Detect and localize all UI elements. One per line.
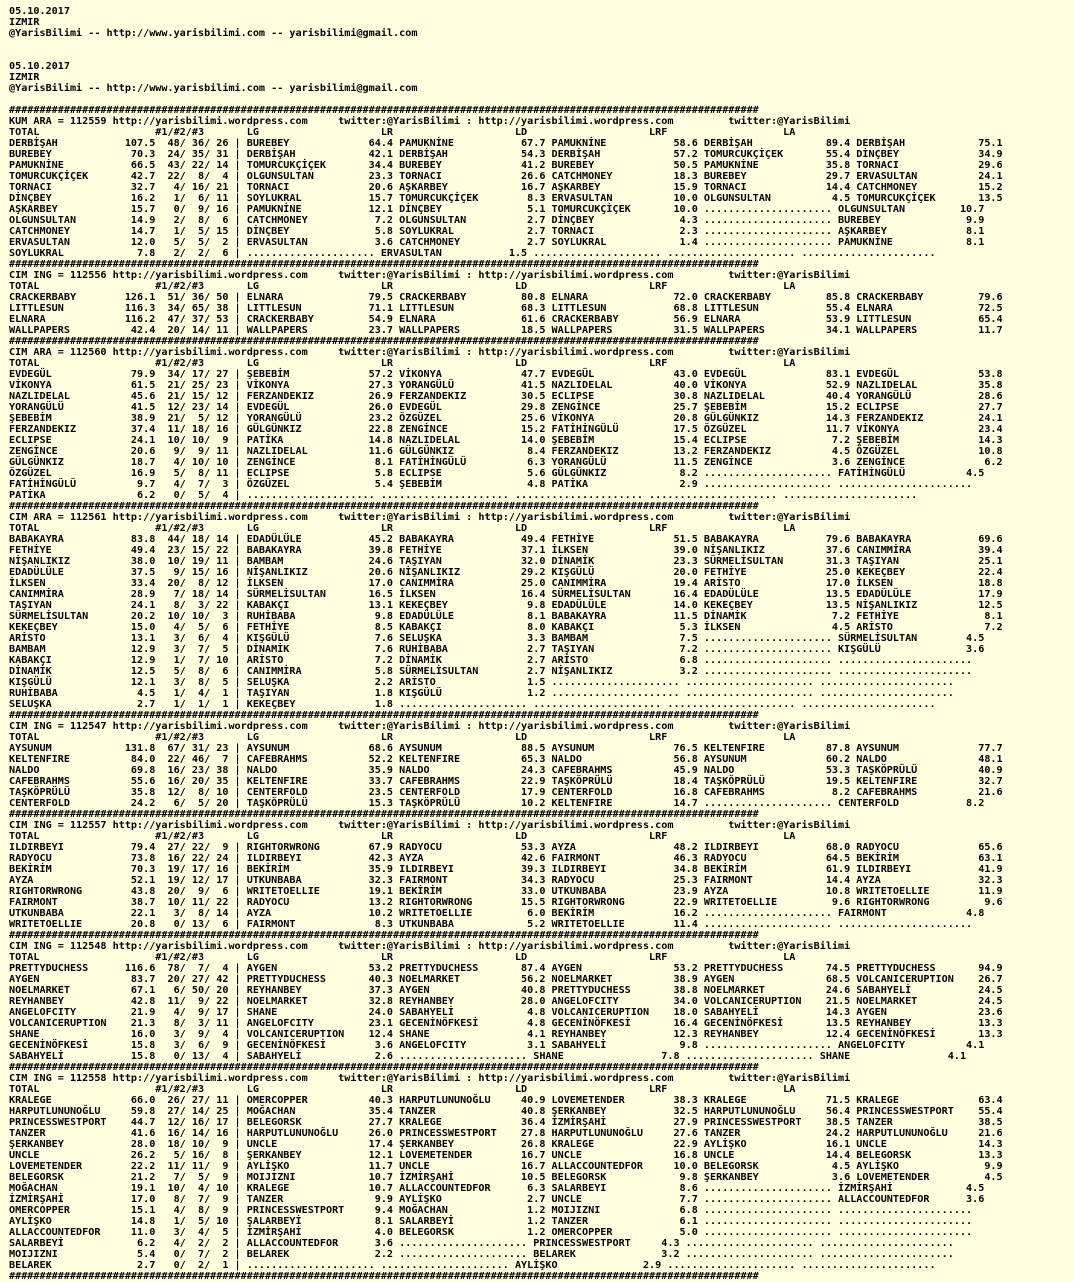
- table-row: MOĞACHAN 19.1 10/ 4/ 10 | KRALEGE 10.7 ALLACCOUNTEDFOR 6.3 SALARBEYI 8.6 ..................... İZMİRŞAHİ 4.5: [9, 1183, 985, 1194]
- table-row: FETHİYE 49.4 23/ 15/ 22 | BABAKAYRA 39.8 FETHİYE 37.1 İLKSEN 39.0 NİŞANLIKIZ 37.6 CANIMMİRA 39.4: [9, 545, 1003, 556]
- table-row: WRITETOELLIE 20.8 0/ 13/ 6 | FAIRMONT 8.3 UTKUNBABA 5.2 WRITETOELLIE 11.4 ..................... ......................: [9, 919, 973, 930]
- table-row: FAIRMONT 38.7 10/ 11/ 22 | RADYOCU 13.2 RIGHTORWRONG 15.5 RIGHTORWRONG 22.9 WRITETOELLIE 9.6 RIGHTORWRONG 9.6: [9, 897, 1003, 908]
- table-row: NOELMARKET 67.1 6/ 50/ 20 | REYHANBEY 37.3 AYGEN 40.8 PRETTYDUCHESS 38.8 NOELMARKET 24.6 SABAHYELİ 24.5: [9, 985, 1003, 996]
- table-row: AYSUNUM 131.8 67/ 31/ 23 | AYSUNUM 68.6 AYSUNUM 88.5 AYSUNUM 76.5 KELTENFIRE 87.8 AYSUNUM 77.7: [9, 743, 1003, 754]
- column-header: TOTAL #1/#2/#3 LG LR LD LRF LA: [9, 952, 796, 963]
- table-row: UTKUNBABA 22.1 3/ 8/ 14 | AYZA 10.2 WRITETOELLIE 6.0 BEKİRİM 16.2 ..................... FAIRMONT 4.8: [9, 908, 985, 919]
- table-row: ELNARA 116.2 47/ 37/ 53 | CRACKERBABY 54.9 ELNARA 61.6 CRACKERBABY 56.9 ELNARA 53.9 LITTLESUN 65.4: [9, 314, 1003, 325]
- table-row: LITTLESUN 116.3 34/ 65/ 38 | LITTLESUN 71.1 LITTLESUN 68.3 LITTLESUN 68.8 LITTLESUN 55.4 ELNARA 72.5: [9, 303, 1003, 314]
- table-row: REYHANBEY 42.8 11/ 9/ 22 | NOELMARKET 32.8 REYHANBEY 28.0 ANGELOFCITY 34.0 VOLCANICERUPTION 21.5 NOELMARKET 24.5: [9, 996, 1003, 1007]
- table-row: LOVEMETENDER 22.2 11/ 11/ 9 | AYLİŞKO 11.7 UNCLE 16.7 ALLACCOUNTEDFOR 10.0 BELEGORSK 4.5 AYLİŞKO 9.9: [9, 1161, 1003, 1172]
- table-row: FERZANDEKIZ 37.4 11/ 18/ 16 | GÜLGÜNKIZ 22.8 ZENGİNCE 15.2 FATİHİNGÜLÜ 17.5 ÖZGÜZEL 11.7 VİKONYA 23.4: [9, 424, 1003, 435]
- table-row: DİNÇBEY 16.2 1/ 6/ 11 | SOYLUKRAL 15.7 TOMURCUKÇİÇEK 8.3 ERVASULTAN 10.0 OLGUNSULTAN 4.5 TOMURCUKÇİÇEK 13.5: [9, 193, 1003, 204]
- table-row: GECENİNÖFKESİ 15.8 3/ 6/ 9 | GECENİNÖFKESİ 3.6 ANGELOFCITY 3.1 SABAHYELİ 9.8 ..................... ANGELOFCITY 4.1: [9, 1040, 985, 1051]
- separator-line: ###########################################################################################################################: [9, 710, 759, 721]
- race-title: CIM ARA = 112560 http://yarisbilimi.wordpress.com twitter:@YarisBilimi : http://yarisbilimi.wordpress.com twitter:@YarisBilimi: [9, 347, 851, 358]
- table-row: SALARBEYİ 6.2 4/ 2/ 2 | ALLACCOUNTEDFOR 3.6 ..................... PRINCESSWESTPORT 4.3 ..................... ......................: [9, 1238, 954, 1249]
- separator-line: ###########################################################################################################################: [9, 259, 759, 270]
- table-row: ŞERKANBEY 28.0 18/ 10/ 9 | UNCLE 17.4 ŞERKANBEY 26.8 KRALEGE 22.9 AYLİŞKO 16.1 UNCLE 14.3: [9, 1139, 1003, 1150]
- table-row: BEKİRİM 70.3 19/ 17/ 16 | BEKİRİM 35.9 ILDIRBEYI 39.3 ILDIRBEYI 34.8 BEKİRİM 61.9 ILDIRBEYI 41.9: [9, 864, 1003, 875]
- table-row: VİKONYA 61.5 21/ 25/ 23 | VİKONYA 27.3 YORANGÜLÜ 41.5 NAZLIDELAL 40.0 VİKONYA 52.9 NAZLIDELAL 35.8: [9, 380, 1003, 391]
- table-row: CANIMMİRA 28.9 7/ 18/ 14 | SÜRMELİSULTAN 16.5 İLKSEN 16.4 SÜRMELİSULTAN 16.4 EDADÜLÜLE 13.5 EDADÜLÜLE 17.9: [9, 589, 1003, 600]
- blank-line: [9, 50, 1074, 61]
- table-row: OLGUNSULTAN 14.9 2/ 8/ 6 | CATCHMONEY 7.2 OLGUNSULTAN 2.7 DİNÇBEY 4.3 ..................... BUREBEY 9.9: [9, 215, 985, 226]
- table-row: KELTENFIRE 84.0 22/ 46/ 7 | CAFEBRAHMS 52.2 KELTENFIRE 65.3 NALDO 56.8 AYSUNUM 60.2 NALDO 48.1: [9, 754, 1003, 765]
- table-row: ANGELOFCITY 21.9 4/ 9/ 17 | SHANE 24.0 SABAHYELİ 4.8 VOLCANICERUPTION 18.0 SABAHYELİ 14.3 AYGEN 23.6: [9, 1007, 1003, 1018]
- column-header: TOTAL #1/#2/#3 LG LR LD LRF LA: [9, 358, 796, 369]
- separator-line: ###########################################################################################################################: [9, 1271, 759, 1282]
- table-row: CRACKERBABY 126.1 51/ 36/ 50 | ELNARA 79.5 CRACKERBABY 80.8 ELNARA 72.0 CRACKERBABY 85.8 CRACKERBABY 79.6: [9, 292, 1003, 303]
- table-row: CENTERFOLD 24.2 6/ 5/ 20 | TAŞKÖPRÜLÜ 15.3 TAŞKÖPRÜLÜ 10.2 KELTENFIRE 14.7 ..................... CENTERFOLD 8.2: [9, 798, 985, 809]
- race-title: CIM ING = 112556 http://yarisbilimi.wordpress.com twitter:@YarisBilimi : http://yarisbilimi.wordpress.com twitter:@YarisBilimi: [9, 270, 851, 281]
- table-row: PATİKA 6.2 0/ 5/ 4 | ..................... ..................... ..................... ..................... ......................: [9, 490, 918, 501]
- header-contact: @YarisBilimi -- http://www.yarisbilimi.com -- yarisbilimi@gmail.com: [9, 28, 418, 39]
- table-row: BABAKAYRA 83.8 44/ 18/ 14 | EDADÜLÜLE 45.2 BABAKAYRA 49.4 FETHİYE 51.5 BABAKAYRA 79.6 BABAKAYRA 69.6: [9, 534, 1003, 545]
- table-row: HARPUTLUNUNOĞLU 59.8 27/ 14/ 25 | MOĞACHAN 35.4 TANZER 40.8 ŞERKANBEY 32.5 HARPUTLUNUNOĞLU 56.4 PRINCESSWESTPORT 55.4: [9, 1106, 1003, 1117]
- separator-line: ###########################################################################################################################: [9, 336, 759, 347]
- table-row: PRINCESSWESTPORT 44.7 12/ 16/ 17 | BELEGORSK 27.7 KRALEGE 36.4 İZMİRŞAHİ 27.9 PRINCESSWESTPORT 38.5 TANZER 38.5: [9, 1117, 1003, 1128]
- table-row: GÜLGÜNKIZ 18.7 4/ 10/ 10 | ZENGİNCE 8.1 FATİHİNGÜLÜ 6.3 YORANGÜLÜ 11.5 ZENGİNCE 3.6 ZENGİNCE 6.2: [9, 457, 1003, 468]
- table-row: ARİSTO 13.1 3/ 6/ 4 | KIŞGÜLÜ 7.6 SELUŞKA 3.3 BAMBAM 7.5 ..................... SÜRMELİSULTAN 4.5: [9, 633, 985, 644]
- table-row: BELAREK 2.7 0/ 2/ 1 | ..................... ..................... AYLİŞKO 2.9 ..................... ......................: [9, 1260, 936, 1271]
- table-row: DERBİŞAH 107.5 48/ 36/ 26 | BUREBEY 64.4 PAMUKNİNE 67.7 PAMUKNİNE 58.6 DERBİŞAH 89.4 DERBİŞAH 75.1: [9, 138, 1003, 149]
- race-title: CIM ING = 112548 http://yarisbilimi.wordpress.com twitter:@YarisBilimi : http://yarisbilimi.wordpress.com twitter:@YarisBilimi: [9, 941, 851, 952]
- table-row: TAŞIYAN 24.1 8/ 3/ 22 | KABAKÇI 13.1 KEKEÇBEY 9.8 EDADÜLÜLE 14.0 KEKEÇBEY 13.5 NİŞANLIKIZ 12.5: [9, 600, 1003, 611]
- header-date: 05.10.2017: [9, 6, 70, 17]
- table-row: ILDIRBEYI 79.4 27/ 22/ 9 | RIGHTORWRONG 67.9 RADYOCU 53.3 AYZA 48.2 ILDIRBEYI 68.0 RADYOCU 65.6: [9, 842, 1003, 853]
- race-title: CIM ING = 112557 http://yarisbilimi.wordpress.com twitter:@YarisBilimi : http://yarisbilimi.wordpress.com twitter:@YarisBilimi: [9, 820, 851, 831]
- table-row: FATİHİNGÜLÜ 9.7 4/ 7/ 3 | ÖZGÜZEL 5.4 ŞEBEBİM 4.8 PATİKA 2.9 ..................... ......................: [9, 479, 973, 490]
- table-row: SABAHYELİ 15.8 0/ 13/ 4 | SABAHYELİ 2.6 ..................... SHANE 7.8 ..................... SHANE 4.1: [9, 1051, 967, 1062]
- table-row: TORNACI 32.7 4/ 16/ 21 | TORNACI 20.6 AŞKARBEY 16.7 AŞKARBEY 15.9 TORNACI 14.4 CATCHMONEY 15.2: [9, 182, 1003, 193]
- table-row: ECLIPSE 24.1 10/ 10/ 9 | PATİKA 14.8 NAZLIDELAL 14.0 ŞEBEBİM 15.4 ECLIPSE 7.2 ŞEBEBİM 14.3: [9, 435, 1003, 446]
- table-row: MOIJIZNI 5.4 0/ 7/ 2 | BELAREK 2.2 ..................... BELAREK 3.2 ..................... ......................: [9, 1249, 954, 1260]
- header-city: IZMIR: [9, 72, 40, 83]
- header-date: 05.10.2017: [9, 61, 70, 72]
- table-row: PAMUKNİNE 66.5 43/ 22/ 14 | TOMURCUKÇİÇEK 34.4 BUREBEY 41.2 BUREBEY 50.5 PAMUKNİNE 35.8 TORNACI 29.6: [9, 160, 1003, 171]
- table-row: WALLPAPERS 42.4 20/ 14/ 11 | WALLPAPERS 23.7 WALLPAPERS 18.5 WALLPAPERS 31.5 WALLPAPERS 34.1 WALLPAPERS 11.7: [9, 325, 1003, 336]
- table-row: AYLİŞKO 14.8 1/ 5/ 10 | ŞALARBEYİ 8.1 SALARBEYİ 1.2 TANZER 6.1 ..................... ......................: [9, 1216, 973, 1227]
- table-row: EDADÜLÜLE 37.5 9/ 15/ 16 | NİŞANLIKIZ 20.6 NİŞANLIKIZ 29.2 KIŞGÜLÜ 20.0 FETHİYE 25.0 KEKEÇBEY 22.4: [9, 567, 1003, 578]
- table-row: SELUŞKA 2.7 1/ 1/ 1 | KEKEÇBEY 1.8 ..................... ..................... ..................... ......................: [9, 699, 936, 710]
- table-row: TOMURCUKÇİÇEK 42.7 22/ 8/ 4 | OLGUNSULTAN 23.3 TORNACI 26.6 CATCHMONEY 18.3 BUREBEY 29.7 ERVASULTAN 24.1: [9, 171, 1003, 182]
- table-row: DİNAMİK 12.5 5/ 8/ 6 | CANIMMİRA 5.8 SÜRMELİSULTAN 2.7 NİŞANLIKIZ 3.2 ..................... ......................: [9, 666, 973, 677]
- table-row: CAFEBRAHMS 55.6 16/ 20/ 35 | KELTENFIRE 33.7 CAFEBRAHMS 22.9 TAŞKÖPRÜLÜ 18.4 TAŞKÖPRÜLÜ 19.5 KELTENFIRE 32.7: [9, 776, 1003, 787]
- table-row: KABAKÇI 12.9 1/ 7/ 10 | ARİSTO 7.2 DİNAMİK 2.7 ARİSTO 6.8 ..................... ......................: [9, 655, 973, 666]
- column-header: TOTAL #1/#2/#3 LG LR LD LRF LA: [9, 281, 796, 292]
- table-row: RADYOCU 73.8 16/ 22/ 24 | ILDIRBEYI 42.3 AYZA 42.6 FAIRMONT 46.3 RADYOCU 64.5 BEKİRİM 63.1: [9, 853, 1003, 864]
- table-row: RIGHTORWRONG 43.8 20/ 9/ 6 | WRITETOELLIE 19.1 BEKİRİM 33.0 UTKUNBABA 23.9 AYZA 10.8 WRITETOELLIE 11.9: [9, 886, 1003, 897]
- table-row: NAZLIDELAL 45.6 21/ 15/ 12 | FERZANDEKIZ 26.9 FERZANDEKIZ 30.5 ECLIPSE 30.8 NAZLIDELAL 40.4 YORANGÜLÜ 28.6: [9, 391, 1003, 402]
- table-row: NİŞANLIKIZ 38.0 10/ 19/ 11 | BAMBAM 24.6 TAŞIYAN 32.0 DİNAMİK 23.3 SÜRMELİSULTAN 31.3 TAŞIYAN 25.1: [9, 556, 1003, 567]
- table-row: ÖZGÜZEL 16.9 5/ 8/ 11 | ECLIPSE 5.8 ECLIPSE 5.6 GÜLGÜNKIZ 8.2 ..................... FATİHİNGÜLÜ 4.5: [9, 468, 985, 479]
- table-row: TANZER 41.6 16/ 14/ 16 | HARPUTLUNUNOĞLU 26.0 PRINCESSWESTPORT 27.8 HARPUTLUNUNOĞLU 27.6 TANZER 24.2 HARPUTLUNUNOĞLU 21.6: [9, 1128, 1003, 1139]
- table-row: ŞEBEBİM 38.9 21/ 5/ 12 | YORANGÜLÜ 23.2 ÖZGÜZEL 25.6 VİKONYA 20.8 GÜLGÜNKIZ 14.3 FERZANDEKIZ 24.1: [9, 413, 1003, 424]
- table-row: AYZA 52.1 19/ 12/ 17 | UTKUNBABA 32.3 FAIRMONT 34.3 RADYOCU 25.3 FAIRMONT 14.4 AYZA 32.3: [9, 875, 1003, 886]
- blank-line: [9, 39, 1074, 50]
- table-row: ZENGİNCE 20.6 9/ 9/ 11 | NAZLIDELAL 11.6 GÜLGÜNKIZ 8.4 FERZANDEKIZ 13.2 FERZANDEKIZ 4.5 ÖZGÜZEL 10.8: [9, 446, 1003, 457]
- race-title: CIM ARA = 112561 http://yarisbilimi.wordpress.com twitter:@YarisBilimi : http://yarisbilimi.wordpress.com twitter:@YarisBilimi: [9, 512, 851, 523]
- table-row: SHANE 16.0 3/ 9/ 4 | VOLCANICERUPTION 12.4 SHANE 4.1 REYHANBEY 12.3 REYHANBEY 12.4 GECENİNÖFKESİ 13.3: [9, 1029, 1003, 1040]
- table-row: BELEGORSK 21.2 7/ 5/ 9 | MOIJIZNI 10.7 İZMİRŞAHİ 10.5 BELEGORSK 9.8 ŞERKANBEY 3.6 LOVEMETENDER 4.5: [9, 1172, 1003, 1183]
- column-header: TOTAL #1/#2/#3 LG LR LD LRF LA: [9, 127, 796, 138]
- table-row: OMERCOPPER 15.1 4/ 8/ 9 | PRINCESSWESTPORT 9.4 MOĞACHAN 1.2 MOIJIZNI 6.8 ..................... ......................: [9, 1205, 973, 1216]
- table-row: SOYLUKRAL 7.8 2/ 2/ 6 | ..................... ERVASULTAN 1.5 ..................... ..................... ......................: [9, 248, 936, 259]
- table-row: YORANGÜLÜ 41.5 12/ 23/ 14 | EVDEGÜL 26.0 EVDEGÜL 29.8 ZENGİNCE 25.7 ŞEBEBİM 15.2 ECLIPSE 27.7: [9, 402, 1003, 413]
- table-row: ERVASULTAN 12.0 5/ 5/ 2 | ERVASULTAN 3.6 CATCHMONEY 2.7 SOYLUKRAL 1.4 ..................... PAMUKNİNE 8.1: [9, 237, 985, 248]
- table-row: İZMİRŞAHİ 17.0 8/ 7/ 9 | TANZER 9.9 AYLİŞKO 2.7 UNCLE 7.7 ..................... ALLACCOUNTEDFOR 3.6: [9, 1194, 985, 1205]
- table-row: CATCHMONEY 14.7 1/ 5/ 15 | DİNÇBEY 5.8 SOYLUKRAL 2.7 TORNACI 2.3 ..................... AŞKARBEY 8.1: [9, 226, 985, 237]
- separator-line: ###########################################################################################################################: [9, 809, 759, 820]
- separator-line: ###########################################################################################################################: [9, 930, 759, 941]
- table-row: UNCLE 26.2 5/ 16/ 8 | ŞERKANBEY 12.1 LOVEMETENDER 16.7 UNCLE 16.8 UNCLE 14.4 BELEGORSK 13.3: [9, 1150, 1003, 1161]
- race-title: CIM ING = 112558 http://yarisbilimi.wordpress.com twitter:@YarisBilimi : http://yarisbilimi.wordpress.com twitter:@YarisBilimi: [9, 1073, 851, 1084]
- separator-line: ###########################################################################################################################: [9, 105, 759, 116]
- table-row: ALLACCOUNTEDFOR 11.0 3/ 4/ 5 | İZMİRŞAHİ 4.0 BELEGORSK 1.2 OMERCOPPER 5.0 ..................... ......................: [9, 1227, 973, 1238]
- table-row: TAŞKÖPRÜLÜ 35.8 12/ 8/ 10 | CENTERFOLD 23.5 CENTERFOLD 17.9 CENTERFOLD 16.8 CAFEBRAHMS 8.2 CAFEBRAHMS 21.6: [9, 787, 1003, 798]
- header-contact: @YarisBilimi -- http://www.yarisbilimi.com -- yarisbilimi@gmail.com: [9, 83, 418, 94]
- race-title: KUM ARA = 112559 http://yarisbilimi.wordpress.com twitter:@YarisBilimi : http://yarisbilimi.wordpress.com twitter:@YarisBilimi: [9, 116, 851, 127]
- column-header: TOTAL #1/#2/#3 LG LR LD LRF LA: [9, 523, 796, 534]
- column-header: TOTAL #1/#2/#3 LG LR LD LRF LA: [9, 732, 796, 743]
- blank-line: [9, 94, 1074, 105]
- separator-line: ###########################################################################################################################: [9, 1062, 759, 1073]
- table-row: PRETTYDUCHESS 116.6 78/ 7/ 4 | AYGEN 53.2 PRETTYDUCHESS 87.4 AYGEN 53.2 PRETTYDUCHESS 74.5 PRETTYDUCHESS 94.9: [9, 963, 1003, 974]
- table-row: BAMBAM 12.9 3/ 7/ 5 | DİNAMİK 7.6 RUHİBABA 2.7 TAŞIYAN 7.2 ..................... KIŞGÜLÜ 3.6: [9, 644, 985, 655]
- column-header: TOTAL #1/#2/#3 LG LR LD LRF LA: [9, 1084, 796, 1095]
- separator-line: ###########################################################################################################################: [9, 501, 759, 512]
- table-row: RUHİBABA 4.5 1/ 4/ 1 | TAŞIYAN 1.8 KIŞGÜLÜ 1.2 ..................... ..................... ......................: [9, 688, 954, 699]
- column-header: TOTAL #1/#2/#3 LG LR LD LRF LA: [9, 831, 796, 842]
- table-row: NALDO 69.8 16/ 23/ 38 | NALDO 35.9 NALDO 24.3 CAFEBRAHMS 45.9 NALDO 53.3 TAŞKÖPRÜLÜ 40.9: [9, 765, 1003, 776]
- table-row: İLKSEN 33.4 20/ 8/ 12 | İLKSEN 17.0 CANIMMİRA 25.0 CANIMMİRA 19.4 ARİSTO 17.0 İLKSEN 18.8: [9, 578, 1003, 589]
- table-row: EVDEGÜL 79.9 34/ 17/ 27 | ŞEBEBİM 57.2 VİKONYA 47.7 EVDEGÜL 43.0 EVDEGÜL 83.1 EVDEGÜL 53.8: [9, 369, 1003, 380]
- header-city: IZMIR: [9, 17, 40, 28]
- table-row: AŞKARBEY 15.7 0/ 9/ 16 | PAMUKNİNE 12.1 DİNÇBEY 5.1 TOMURCUKÇİÇEK 10.0 ..................... OLGUNSULTAN 10.7: [9, 204, 985, 215]
- table-row: AYGEN 83.7 20/ 27/ 42 | PRETTYDUCHESS 40.3 NOELMARKET 56.2 NOELMARKET 38.9 AYGEN 68.5 VOLCANICERUPTION 26.7: [9, 974, 1003, 985]
- table-row: KEKEÇBEY 15.0 4/ 5/ 6 | FETHİYE 8.5 KABAKÇI 8.0 KABAKÇI 5.3 İLKSEN 4.5 ARİSTO 7.2: [9, 622, 1003, 633]
- race-title: CIM ING = 112547 http://yarisbilimi.wordpress.com twitter:@YarisBilimi : http://yarisbilimi.wordpress.com twitter:@YarisBilimi: [9, 721, 851, 732]
- table-row: BUREBEY 70.3 24/ 35/ 31 | DERBİŞAH 42.1 DERBİŞAH 54.3 DERBİŞAH 57.2 TOMURCUKÇİÇEK 55.4 DİNÇBEY 34.9: [9, 149, 1003, 160]
- table-row: KRALEGE 66.0 26/ 27/ 11 | OMERCOPPER 40.3 HARPUTLUNUNOĞLU 40.9 LOVEMETENDER 38.3 KRALEGE 71.5 KRALEGE 63.4: [9, 1095, 1003, 1106]
- table-row: KIŞGÜLÜ 12.1 3/ 8/ 5 | SELUŞKA 2.2 ARİSTO 1.5 ..................... ..................... ......................: [9, 677, 954, 688]
- table-row: VOLCANICERUPTION 21.3 8/ 3/ 11 | ANGELOFCITY 23.1 GECENİNÖFKESİ 4.8 GECENİNÖFKESİ 16.4 GECENİNÖFKESİ 13.5 REYHANBEY 13.3: [9, 1018, 1003, 1029]
- table-row: SÜRMELİSULTAN 20.2 10/ 10/ 3 | RUHİBABA 9.8 EDADÜLÜLE 8.1 BABAKAYRA 11.5 DİNAMİK 7.2 FETHİYE 8.1: [9, 611, 1003, 622]
